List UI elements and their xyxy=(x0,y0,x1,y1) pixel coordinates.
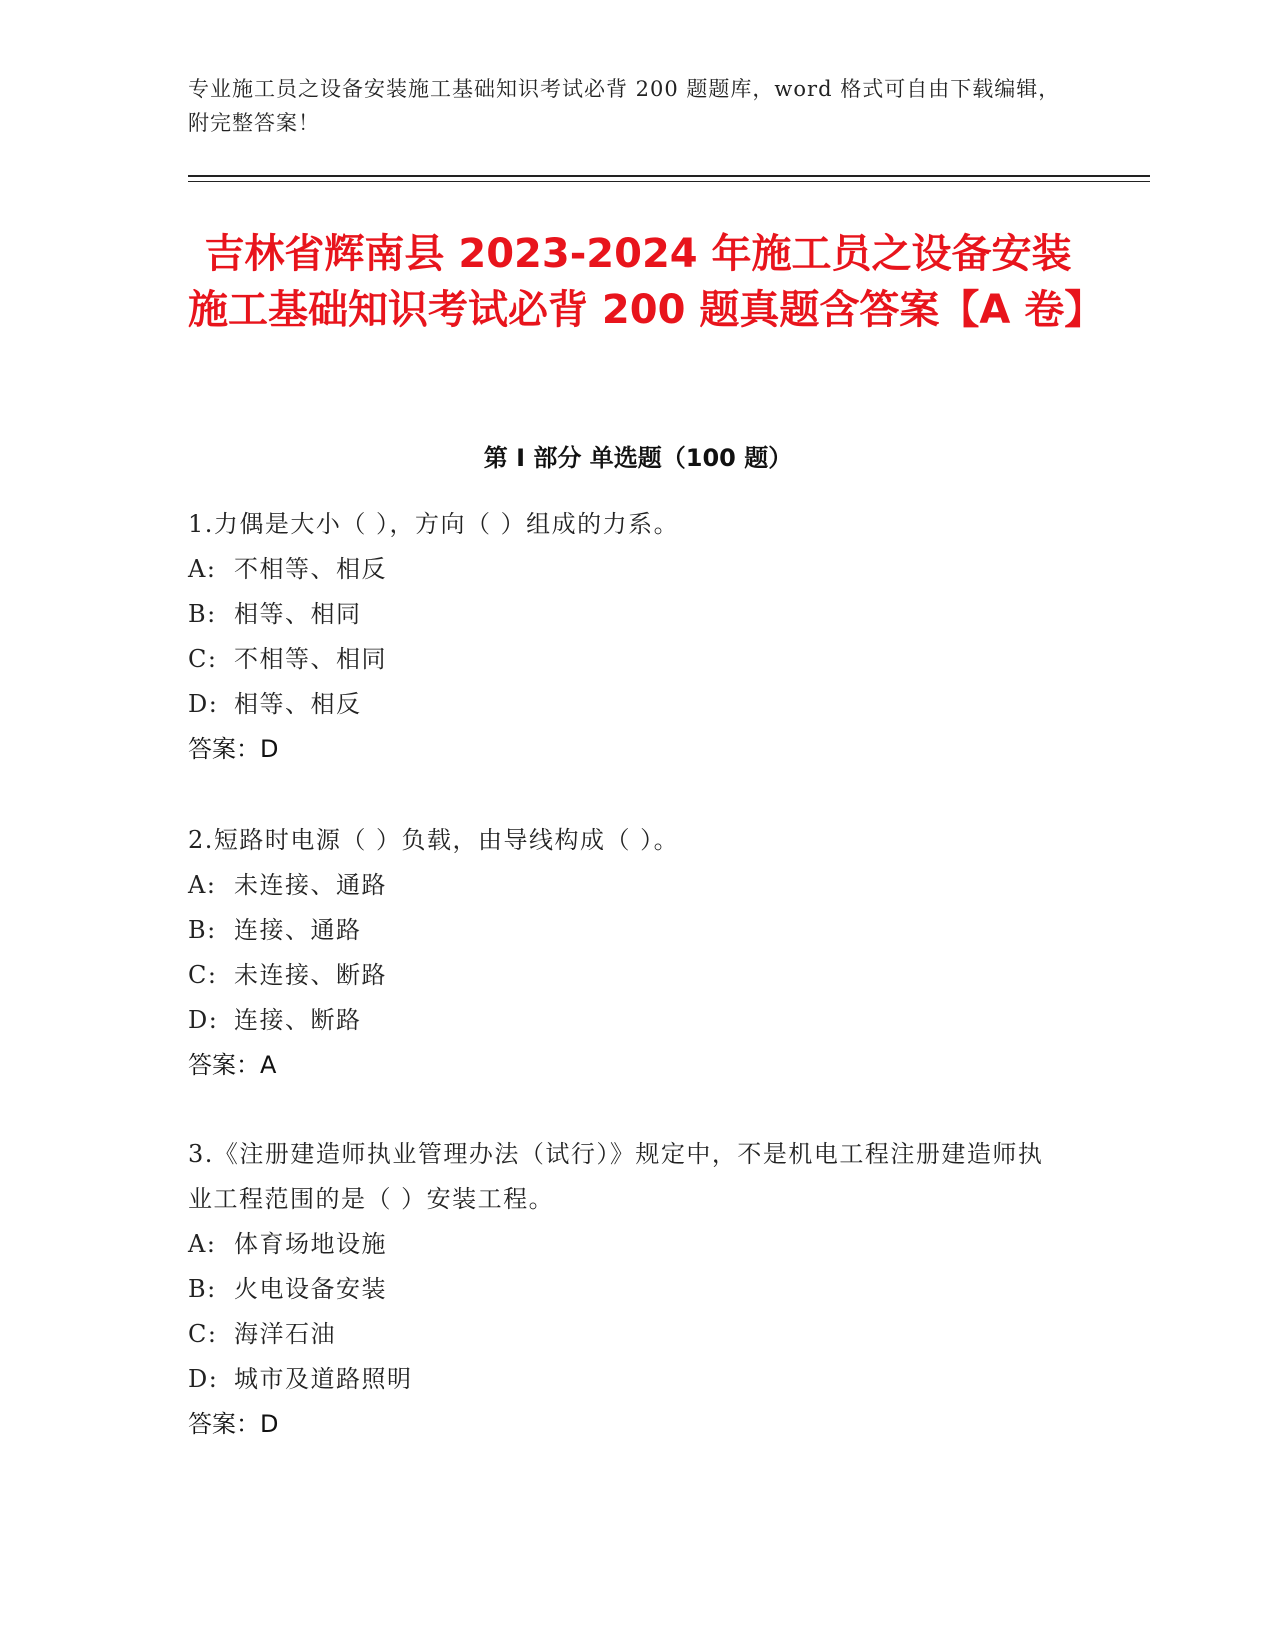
option-letter: B: xyxy=(188,916,217,944)
option-a xyxy=(188,1222,1068,1267)
option-text: 不相等、相反 xyxy=(234,555,387,583)
question-3 xyxy=(188,1132,1068,1447)
option-letter: A: xyxy=(188,1230,217,1258)
option-letter: D: xyxy=(188,1365,219,1393)
option-text: 未连接、通路 xyxy=(234,871,387,899)
question-stem: 3.《注册建造师执业管理办法（试行）》规定中，不是机电工程注册建造师执业工程范围的是（ ）安装工程。 xyxy=(188,1140,1044,1213)
option-b xyxy=(188,908,1068,953)
question-stem: 2.短路时电源（ ）负载，由导线构成（ ）。 xyxy=(188,826,680,854)
option-d xyxy=(188,682,1068,727)
option-letter: D: xyxy=(188,1006,219,1034)
header-divider-thin xyxy=(188,181,1150,182)
option-c xyxy=(188,637,1068,682)
option-b xyxy=(188,592,1068,637)
option-a xyxy=(188,863,1068,908)
option-text: 城市及道路照明 xyxy=(234,1365,413,1393)
option-c xyxy=(188,953,1068,998)
option-text: 不相等、相同 xyxy=(234,645,387,673)
option-letter: B: xyxy=(188,1275,217,1303)
option-text: 火电设备安装 xyxy=(234,1275,387,1303)
header-note: 专业施工员之设备安装施工基础知识考试必背 200 题题库，word 格式可自由下载编辑，附完整答案！ xyxy=(188,77,1061,135)
option-text: 相等、相反 xyxy=(234,690,362,718)
section-heading: 第 I 部分 单选题（100 题） xyxy=(483,444,793,472)
option-text: 海洋石油 xyxy=(234,1320,336,1348)
header-divider-thick xyxy=(188,175,1150,177)
option-text: 连接、通路 xyxy=(234,916,362,944)
answer: 答案：D xyxy=(188,735,279,763)
option-text: 未连接、断路 xyxy=(234,961,387,989)
option-letter: A: xyxy=(188,871,217,899)
option-d xyxy=(188,998,1068,1043)
option-text: 体育场地设施 xyxy=(234,1230,387,1258)
answer: 答案：A xyxy=(188,1051,277,1079)
option-c xyxy=(188,1312,1068,1357)
option-letter: A: xyxy=(188,555,217,583)
option-d xyxy=(188,1357,1068,1402)
question-2 xyxy=(188,818,1068,1088)
question-1 xyxy=(188,502,1068,772)
option-letter: C: xyxy=(188,1320,218,1348)
option-a xyxy=(188,547,1068,592)
answer: 答案：D xyxy=(188,1410,279,1438)
option-letter: C: xyxy=(188,961,218,989)
option-text: 连接、断路 xyxy=(234,1006,362,1034)
question-stem: 1.力偶是大小（ ），方向（ ）组成的力系。 xyxy=(188,510,680,538)
option-text: 相等、相同 xyxy=(234,600,362,628)
option-b xyxy=(188,1267,1068,1312)
option-letter: B: xyxy=(188,600,217,628)
option-letter: D: xyxy=(188,690,219,718)
option-letter: C: xyxy=(188,645,218,673)
document-title: 吉林省辉南县 2023-2024 年施工员之设备安装施工基础知识考试必背 200 题真题含答案【A 卷】 xyxy=(188,231,1105,333)
